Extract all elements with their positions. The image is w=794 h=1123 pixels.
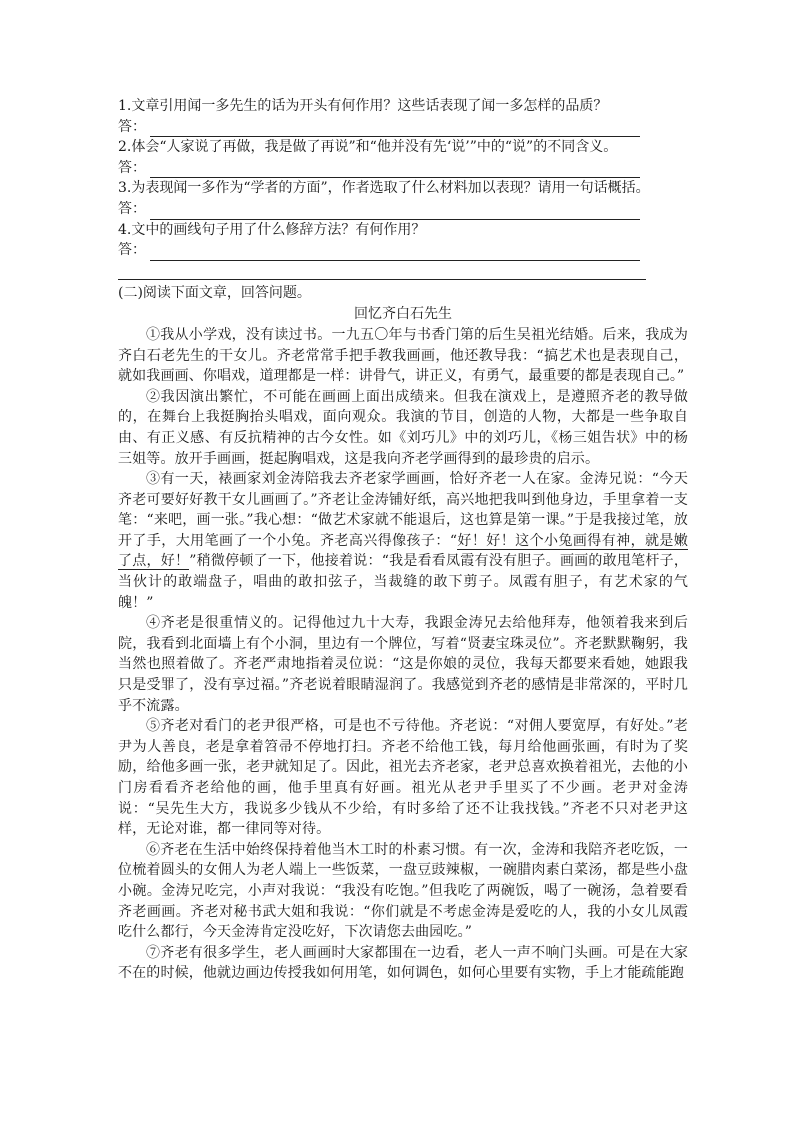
paragraph-3 <box>118 469 688 613</box>
answer-label: 答： <box>118 242 146 259</box>
answer-line[interactable] <box>150 204 640 220</box>
answer-row-1 <box>118 117 688 138</box>
answer-row-4 <box>118 240 688 261</box>
answer-label: 答： <box>118 159 146 176</box>
answer-line[interactable] <box>150 162 640 178</box>
answer-label: 答： <box>118 200 146 217</box>
underlined-sentence: 好！好！这个小兔画得有神，就是嫩了点，好！ <box>118 532 688 570</box>
answer-label: 答： <box>118 118 146 135</box>
paragraph-4: ④齐老是很重情义的。记得他过九十大寿，我跟金涛兄去给他拜寿，他领着我来到后院，我看到北面墙上有个小洞，里边有一个牌位，写着“贤妻宝珠灵位”。齐老默默鞠躬，我当然也照着做了。齐老严肃地指着灵位说：“这是你娘的灵位，我每天都要来看她，她跟我只是受罪了，没有享过福。”齐老说着眼睛湿润了。我感觉到齐老的感情是非常深的，平时几乎不流露。 <box>118 615 688 714</box>
answer-row-2 <box>118 158 688 179</box>
answer-line[interactable] <box>150 121 640 137</box>
paragraph-3-after: ”稍微停顿了一下，他接着说：“我是看看凤霞有没有胆子。画画的敢甩笔杆子，当伙计的敢端盘子，唱曲的敢扣弦子，当裁缝的敢下剪子。凤霞有胆子，有艺术家的气魄！” <box>118 553 689 611</box>
answer-row-3 <box>118 199 688 220</box>
paragraph-1: ①我从小学戏，没有读过书。一九五〇年与书香门第的后生吴祖光结婚。后来，我成为齐白石老先生的干女儿。齐老常常手把手教我画画，他还教导我：“搞艺术也是表现自己，就如我画画、你唱戏，道理都是一样：讲骨气，讲正义，有勇气，最重要的都是表现自己。” <box>118 326 688 385</box>
paragraph-2: ②我因演出繁忙，不可能在画画上面出成绩来。但我在演戏上，是遵照齐老的教导做的，在舞台上我挺胸抬头唱戏，面向观众。我演的节目，创造的人物，大都是一些争取自由、有正义感、有反抗精神的古今女性。如《刘巧儿》中的刘巧儿，《杨三姐告状》中的杨三姐等。放开手画画，挺起胸唱戏，这是我向齐老学画得到的最珍贵的启示。 <box>118 388 688 467</box>
question-1: 1.文章引用闻一多先生的话为开头有何作用？这些话表现了闻一多怎样的品质？ <box>118 98 608 114</box>
article-title: 回忆齐白石先生 <box>354 306 452 323</box>
paragraph-6: ⑥齐老在生活中始终保持着他当木工时的朴素习惯。有一次，金涛和我陪齐老吃饭，一位梳着圆头的女佣人为老人端上一些饭菜，一盘豆豉辣椒，一碗腊肉素白菜汤，都是些小盘小碗。金涛兄吃完，小声对我说：“我没有吃饱。”但我吃了两碗饭，喝了一碗汤，急着要看齐老画画。齐老对秘书武大姐和我说：“你们就是不考虑金涛是爱吃的人，我的小女儿凤霞吃什么都行，今天金涛肯定没吃好，下次请您去曲园吃。” <box>118 841 688 941</box>
paragraph-5: ⑤齐老对看门的老尹很严格，可是也不亏待他。齐老说：“对佣人要宽厚，有好处。”老尹为人善良，老是拿着笤帚不停地打扫。齐老不给他工钱，每月给他画张画，有时为了奖励，给他多画一张，老尹就知足了。因此，祖光去齐老家，老尹总喜欢换着祖光，去他的小门房看看齐老给他的画，他手里真有好画。祖光从老尹手里买了不少画。老尹对金涛说：“吴先生大方，我说多少钱从不少给，有时多给了还不让我找钱。”齐老不只对老尹这样，无论对谁，都一律同等对待。 <box>118 718 688 838</box>
question-block <box>118 96 688 280</box>
paragraph-3-before: ③有一天，裱画家刘金涛陪我去齐老家学画画，恰好齐老一人在家。金涛兄说：“今天齐老可要好好教干女儿画画了。”齐老让金涛铺好纸，高兴地把我叫到他身边，手里拿着一支笔：“来吧，画一张。”我心想：“做艺术家就不能退后，这也算是第一课。”于是我接过笔，放开了手，大用笔画了一个小兔。齐老高兴得像孩子：“ <box>118 471 688 549</box>
paragraph-7: ⑦齐老有很多学生，老人画画时大家都围在一边看，老人一声不响门头画。可是在大家不在的时候，他就边画边传授我如何用笔，如何调色，如何心里要有实物，手上才能疏能跑 <box>118 944 688 982</box>
question-2: 2.体会“人家说了再做，我是做了再说”和“他并没有先‘说’”中的“说”的不同含义。 <box>118 139 618 156</box>
document-page <box>118 96 688 984</box>
answer-line[interactable] <box>150 245 640 261</box>
question-3: 3.为表现闻一多作为“学者的方面”，作者选取了什么材料加以表现？请用一句话概括。 <box>118 180 650 197</box>
answer-line-extra[interactable] <box>118 265 646 280</box>
section-heading: (二)阅读下面文章，回答问题。 <box>118 284 311 301</box>
question-4: 4.文中的画线句子用了什么修辞方法？有何作用？ <box>118 221 426 238</box>
